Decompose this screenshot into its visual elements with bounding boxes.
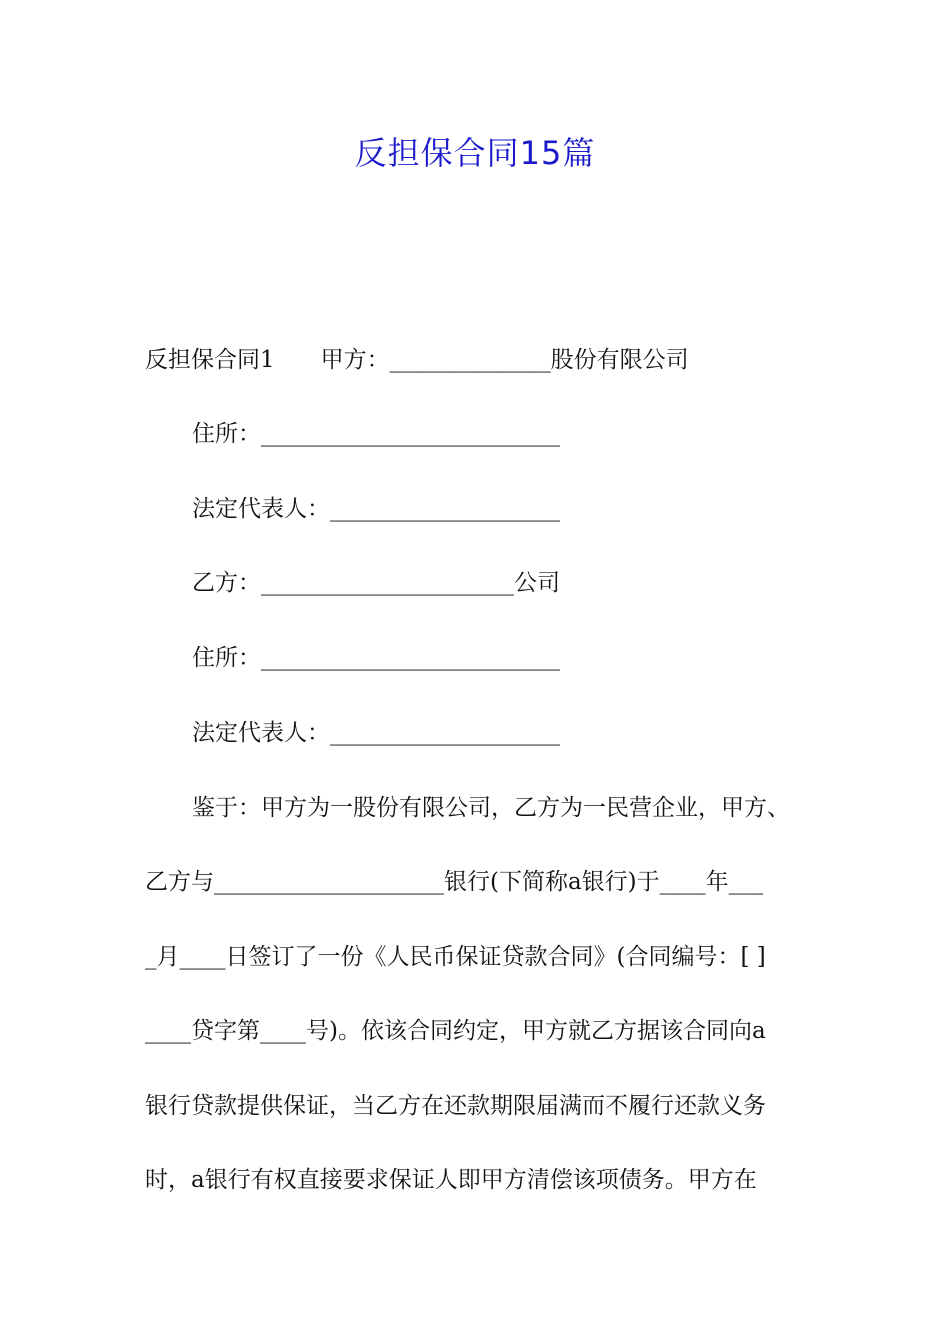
- body-paragraph-line: 鉴于：甲方为一股份有限公司，乙方为一民营企业，甲方、: [192, 795, 790, 821]
- body-paragraph-line: 乙方与____________________银行(下简称a银行)于____年___: [145, 869, 764, 895]
- body-paragraph-line: _月____日签订了一份《人民币保证贷款合同》(合同编号：[ ]: [145, 944, 766, 970]
- body-paragraph-line: ____贷字第____号)。依该合同约定，甲方就乙方据该合同向a: [145, 1018, 766, 1044]
- body-paragraph-line: 银行贷款提供保证，当乙方在还款期限届满而不履行还款义务: [145, 1093, 766, 1119]
- document-title: 反担保合同15篇: [354, 134, 596, 172]
- body-paragraph-line: 时，a银行有权直接要求保证人即甲方清偿该项债务。甲方在: [145, 1167, 757, 1193]
- contract-header-party-a: 反担保合同1 甲方：______________股份有限公司: [145, 347, 689, 373]
- party-b: 乙方：______________________公司: [192, 570, 560, 596]
- party-a-legal-representative: 法定代表人：____________________: [192, 496, 560, 522]
- party-a-address: 住所：__________________________: [192, 421, 560, 447]
- party-b-address: 住所：__________________________: [192, 645, 560, 671]
- party-b-legal-representative: 法定代表人：____________________: [192, 720, 560, 746]
